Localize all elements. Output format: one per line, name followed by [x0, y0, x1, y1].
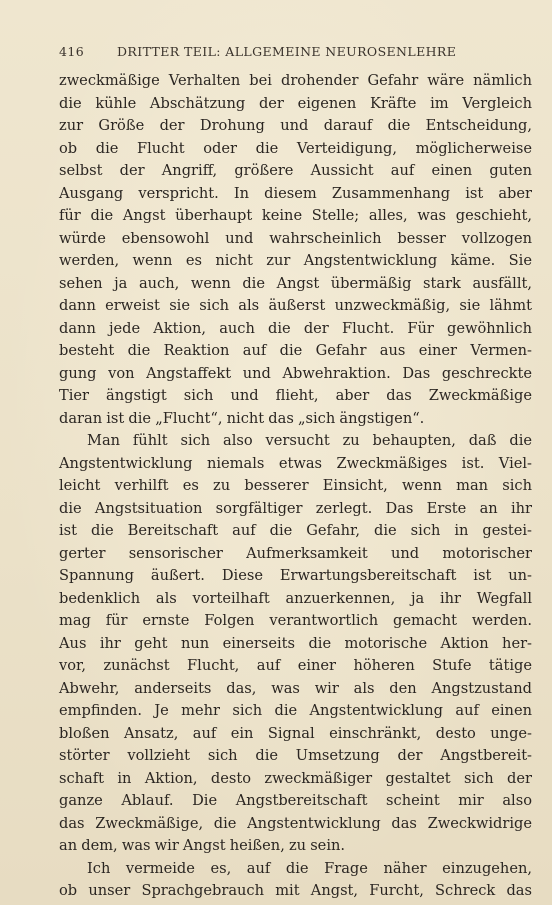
text-line: störter vollzieht sich die Umsetzung der Angstbereit- — [59, 747, 532, 764]
text-line: ist die Bereitschaft auf die Gefahr, die sich in gestei- — [59, 522, 532, 539]
text-line: für die Angst überhaupt keine Stelle; alles, was geschieht, — [59, 207, 532, 224]
body-text — [59, 70, 532, 903]
text-line: werden, wenn es nicht zur Angstentwicklung käme. Sie — [59, 252, 532, 269]
text-line: vor, zunächst Flucht, auf einer höheren Stufe tätige — [59, 657, 532, 674]
text-line: empfinden. Je mehr sich die Angstentwicklung auf einen — [59, 702, 532, 719]
text-line: daran ist die „Flucht“, nicht das „sich ängstigen“. — [59, 409, 425, 427]
text-line: mag für ernste Folgen verantwortlich gemacht werden. — [59, 612, 532, 629]
page-header — [59, 44, 514, 64]
text-line: Tier ängstigt sich und flieht, aber das Zweckmäßige — [59, 387, 532, 404]
text-line: die kühle Abschätzung der eigenen Kräfte im Vergleich — [59, 94, 532, 112]
running-head: DRITTER TEIL: ALLGEMEINE NEUROSENLEHRE — [117, 44, 457, 59]
text-line: dann erweist sie sich als äußerst unzweckmäßig, sie lähmt — [59, 297, 532, 314]
text-line: ganze Ablauf. Die Angstbereitschaft scheint mir also — [59, 792, 532, 809]
text-line: schaft in Aktion, desto zweckmäßiger gestaltet sich der — [59, 769, 532, 787]
text-line: bedenklich als vorteilhaft anzuerkennen, ja ihr Wegfall — [59, 589, 532, 607]
text-line: zur Größe der Drohung und darauf die Entscheidung, — [59, 117, 532, 134]
page-number: 416 — [59, 44, 85, 59]
text-line: Abwehr, anderseits das, was wir als den Angstzustand — [59, 679, 532, 697]
text-line: an dem, was wir Angst heißen, zu sein. — [59, 837, 346, 854]
text-line: ob die Flucht oder die Verteidigung, möglicherweise — [59, 139, 532, 157]
text-line: ob unser Sprachgebrauch mit Angst, Furcht, Schreck das — [59, 882, 532, 899]
text-line: Angstentwicklung niemals etwas Zweckmäßiges ist. Viel- — [59, 454, 532, 472]
text-line: besteht die Reaktion auf die Gefahr aus einer Vermen- — [59, 342, 532, 359]
text-line: zweckmäßige Verhalten bei drohender Gefahr wäre nämlich — [59, 72, 532, 89]
text-line: Ausgang verspricht. In diesem Zusammenhang ist aber — [59, 184, 532, 202]
text-line: würde ebensowohl und wahrscheinlich besser vollzogen — [59, 229, 532, 247]
text-line: Spannung äußert. Diese Erwartungsbereitschaft ist un- — [59, 567, 532, 584]
text-line: Ich vermeide es, auf die Frage näher einzugehen, — [87, 859, 532, 877]
text-line: die Angstsituation sorgfältiger zerlegt. Das Erste an ihr — [59, 499, 532, 517]
text-line: sehen ja auch, wenn die Angst übermäßig stark ausfällt, — [59, 274, 532, 292]
text-line: gung von Angstaffekt und Abwehraktion. Das geschreckte — [59, 364, 532, 382]
text-line: das Zweckmäßige, die Angstentwicklung das Zweckwidrige — [59, 814, 532, 832]
text-line: selbst der Angriff, größere Aussicht auf einen guten — [59, 162, 532, 179]
text-line: Aus ihr geht nun einerseits die motorische Aktion her- — [59, 634, 532, 652]
text-line: gerter sensorischer Aufmerksamkeit und motorischer — [59, 544, 532, 562]
text-line: bloßen Ansatz, auf ein Signal einschränkt, desto unge- — [59, 724, 532, 742]
text-line: dann jede Aktion, auch die der Flucht. Für gewöhnlich — [59, 319, 532, 337]
text-line: Man fühlt sich also versucht zu behaupten, daß die — [87, 432, 532, 449]
text-line: leicht verhilft es zu besserer Einsicht, wenn man sich — [59, 477, 532, 494]
